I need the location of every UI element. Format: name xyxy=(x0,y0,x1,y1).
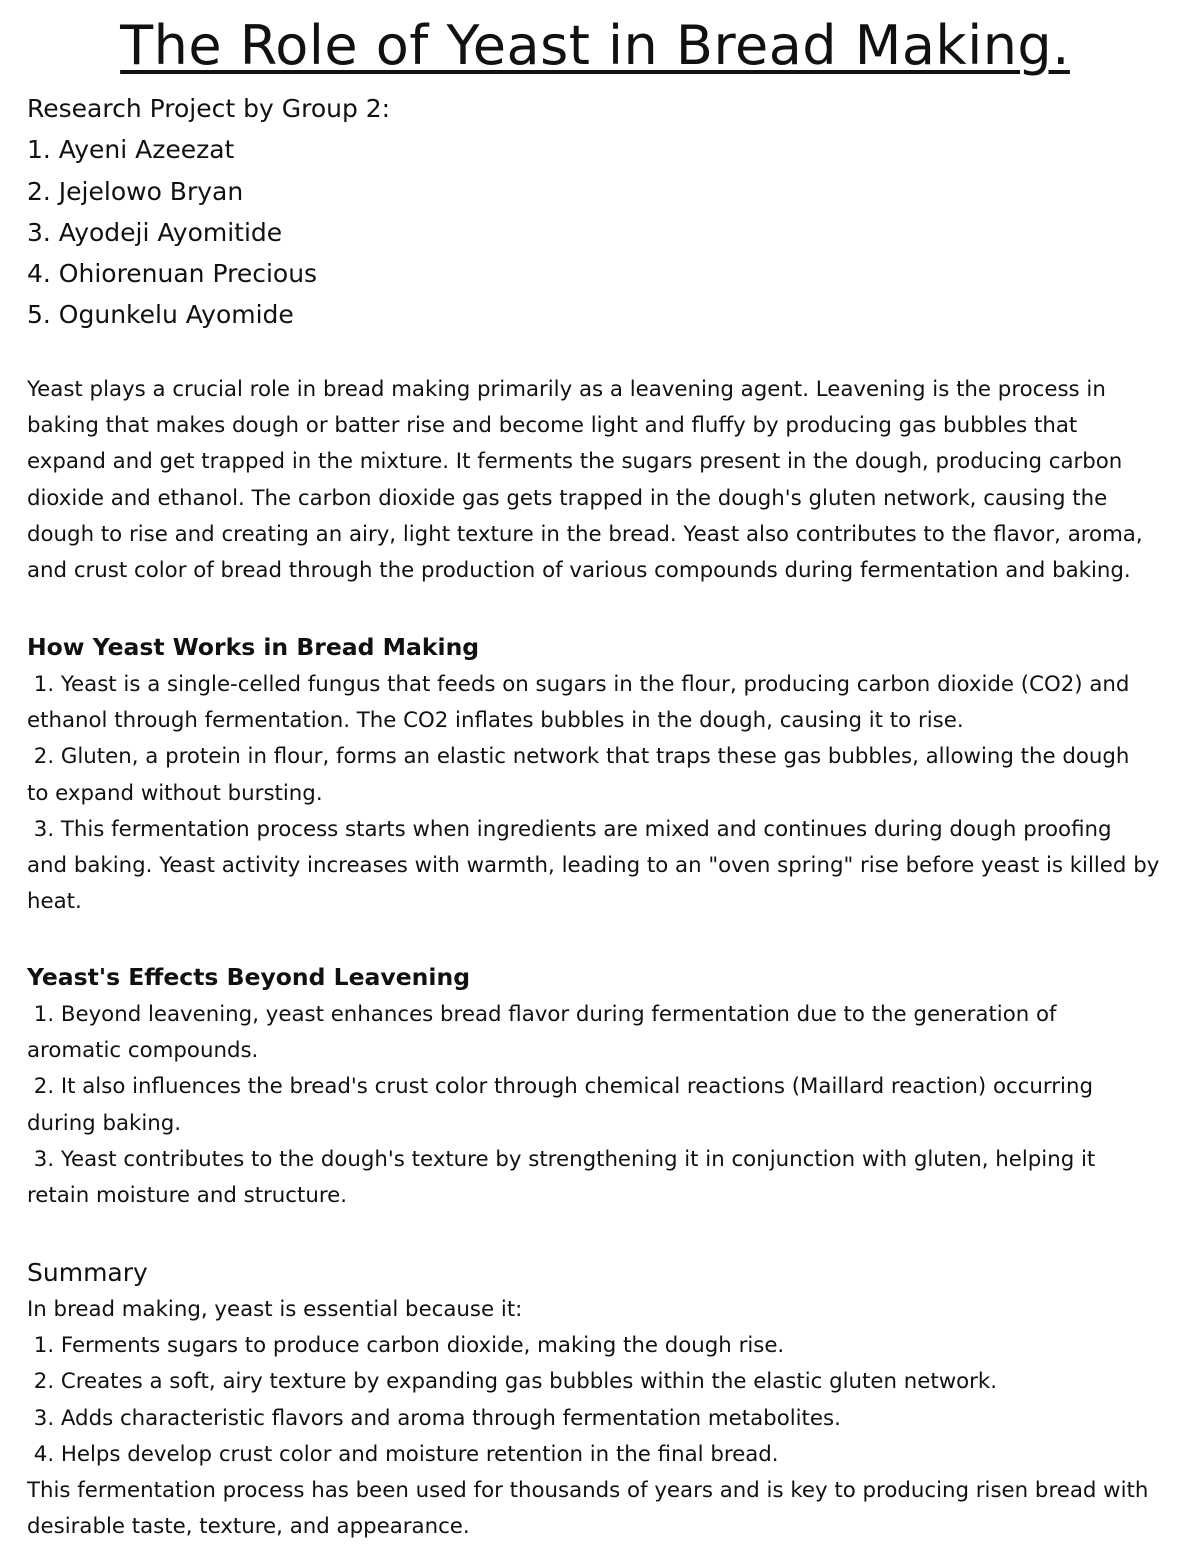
section-heading-beyond-leavening: Yeast's Effects Beyond Leavening xyxy=(27,963,471,991)
text-line: 3. Adds characteristic flavors and aroma through fermentation metabolites. xyxy=(27,1405,841,1431)
text-line: dioxide and ethanol. The carbon dioxide gas gets trapped in the dough's gluten network, causing the xyxy=(27,485,1108,511)
section-heading-how-yeast-works: How Yeast Works in Bread Making xyxy=(27,633,480,661)
text-line: This fermentation process has been used for thousands of years and is key to producing risen bread with xyxy=(27,1478,1149,1504)
author-list xyxy=(27,88,390,336)
text-line: ethanol through fermentation. The CO2 inflates bubbles in the dough, causing it to rise. xyxy=(27,708,964,734)
text-line: 2. Gluten, a protein in flour, forms an elastic network that traps these gas bubbles, allowing the dough xyxy=(27,744,1130,770)
text-line: heat. xyxy=(27,889,82,915)
text-line: In bread making, yeast is essential because it: xyxy=(27,1297,523,1322)
text-line: 1. Ferments sugars to produce carbon dioxide, making the dough rise. xyxy=(27,1333,785,1359)
summary-section xyxy=(27,1292,1148,1545)
section-heading-summary: Summary xyxy=(27,1258,148,1287)
intro-paragraph xyxy=(27,372,1143,589)
text-line: during baking. xyxy=(27,1110,182,1136)
text-line: 4. Helps develop crust color and moisture retention in the final bread. xyxy=(27,1441,779,1467)
text-line: aromatic compounds. xyxy=(27,1038,259,1064)
text-line: expand and get trapped in the mixture. It ferments the sugars present in the dough, producing carbon xyxy=(27,449,1123,475)
text-line: baking that makes dough or batter rise and become light and fluffy by producing gas bubbles that xyxy=(27,413,1078,439)
author-item: 2. Jejelowo Bryan xyxy=(27,176,244,206)
text-line: 2. Creates a soft, airy texture by expanding gas bubbles within the elastic gluten network. xyxy=(27,1369,998,1395)
text-line: 1. Yeast is a single-celled fungus that feeds on sugars in the flour, producing carbon dioxide (CO2) and xyxy=(27,672,1130,697)
text-line: to expand without bursting. xyxy=(27,780,323,806)
text-line: retain moisture and structure. xyxy=(27,1183,348,1209)
author-item: 4. Ohiorenuan Precious xyxy=(27,259,318,289)
author-item: 3. Ayodeji Ayomitide xyxy=(27,217,283,247)
text-line: and crust color of bread through the production of various compounds during fermentation and baking. xyxy=(27,558,1131,584)
text-line: dough to rise and creating an airy, light texture in the bread. Yeast also contributes to the flavor, aroma, xyxy=(27,521,1143,547)
text-line: Yeast plays a crucial role in bread making primarily as a leavening agent. Leavening is the process in xyxy=(27,377,1106,402)
text-line: and baking. Yeast activity increases with warmth, leading to an "oven spring" rise before yeast is killed by xyxy=(27,853,1160,879)
text-line: 1. Beyond leavening, yeast enhances bread flavor during fermentation due to the generation of xyxy=(27,1002,1057,1027)
text-line: 3. Yeast contributes to the dough's texture by strengthening it in conjunction with gluten, helping it xyxy=(27,1146,1096,1172)
author-item: 1. Ayeni Azeezat xyxy=(27,135,235,165)
beyond-leavening-section xyxy=(27,997,1095,1214)
how-yeast-works-section xyxy=(27,667,1159,920)
author-item: 5. Ogunkelu Ayomide xyxy=(27,300,294,330)
text-line: 2. It also influences the bread's crust color through chemical reactions (Maillard reaction) occurring xyxy=(27,1074,1093,1100)
text-line: 3. This fermentation process starts when ingredients are mixed and continues during dough proofing xyxy=(27,816,1112,842)
text-line: desirable taste, texture, and appearance. xyxy=(27,1514,470,1540)
document-title: The Role of Yeast in Bread Making. xyxy=(120,14,1070,77)
author-list-intro: Research Project by Group 2: xyxy=(27,94,391,123)
